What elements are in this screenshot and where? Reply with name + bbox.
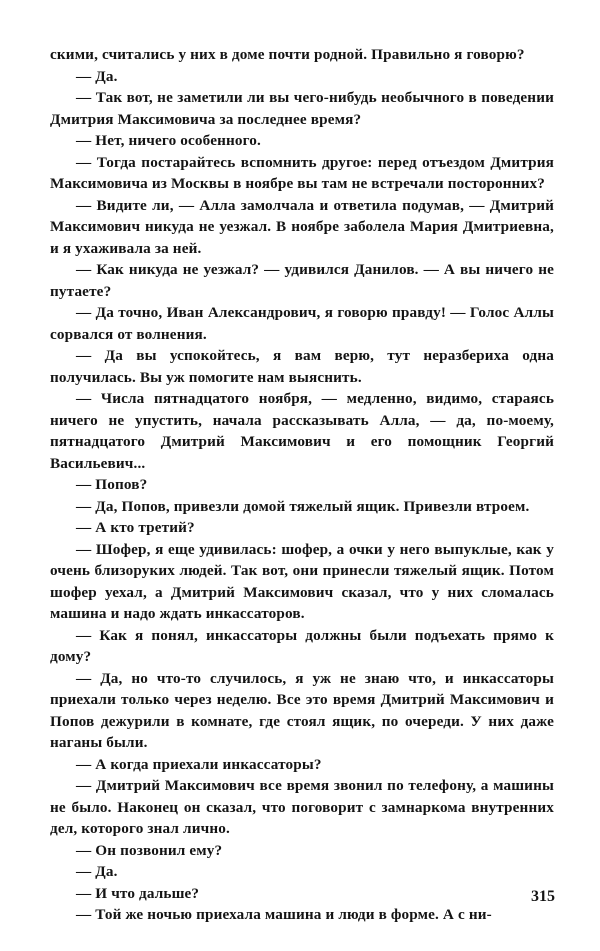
paragraph: скими, считались у них в доме почти родной. Правильно я говорю? — [50, 46, 525, 63]
paragraph: — Как я понял, инкассаторы должны были подъехать прямо к дому? — [50, 626, 554, 665]
paragraph: — Нет, ничего особенного. — [76, 132, 261, 149]
paragraph: — Дмитрий Максимович все время звонил по телефону, а машины не было. Наконец он сказал, что поговорит с замнаркома внутренних дел, которого знал лично. — [50, 777, 554, 837]
paragraph: — Той же ночью приехала машина и люди в форме. А с ни- — [76, 906, 492, 923]
paragraph: — Да, но что-то случилось, я уж не знаю что, и инкассаторы приехали только через неделю. Все это время Дмитрий Максимович и Попов дежурили в комнате, где стоял ящик, по очереди. У них даже наганы были. — [50, 669, 554, 751]
paragraph: — Попов? — [76, 476, 148, 493]
paragraph: — Он позвонил ему? — [76, 841, 223, 859]
paragraph: — А когда приехали инкассаторы? — [76, 755, 322, 773]
paragraph: — Да вы успокойтесь, я вам верю, тут неразбериха одна получилась. Вы уж помогите нам выяснить. — [50, 347, 554, 386]
paragraph: — Видите ли, — Алла замолчала и ответила подумав, — Дмитрий Максимович никуда не уезжал. В ноябре заболела Мария Дмитриевна, и я ухаживала за ней. — [50, 196, 554, 257]
paragraph: — Шофер, я еще удивилась: шофер, а очки у него выпуклые, как у очень близоруких людей. Так вот, они принесли тяжелый ящик. Потом шофер уехал, а Дмитрий Максимович сказал, что у них сломалась машина и надо ждать инкассаторов. — [50, 540, 554, 622]
paragraph: — Тогда постарайтесь вспомнить другое: перед отъездом Дмитрия Максимовича из Москвы в ноябре вы там не встречали посторонних? — [50, 153, 554, 192]
paragraph: — И что дальше? — [76, 884, 200, 902]
paragraph: — Да. — [76, 863, 118, 880]
paragraph: — А кто третий? — [76, 519, 195, 536]
paragraph: — Да. — [76, 67, 118, 85]
paragraph: — Числа пятнадцатого ноября, — медленно, видимо, стараясь ничего не упустить, начала рассказывать Алла, — да, по-моему, пятнадцатого Дмитрий Максимович и его помощник Георгий Васильевич... — [50, 390, 554, 472]
paragraph: — Так вот, не заметили ли вы чего-нибудь необычного в поведении Дмитрия Максимовича за последнее время? — [50, 89, 554, 128]
page-number: 315 — [531, 888, 555, 905]
paragraph: — Да точно, Иван Александрович, я говорю правду! — Голос Аллы сорвался от волнения. — [50, 304, 554, 343]
paragraph: — Да, Попов, привезли домой тяжелый ящик. Привезли втроем. — [76, 497, 530, 515]
paragraph: — Как никуда не уезжал? — удивился Данилов. — А вы ничего не путаете? — [50, 261, 554, 300]
page-text — [50, 44, 554, 926]
